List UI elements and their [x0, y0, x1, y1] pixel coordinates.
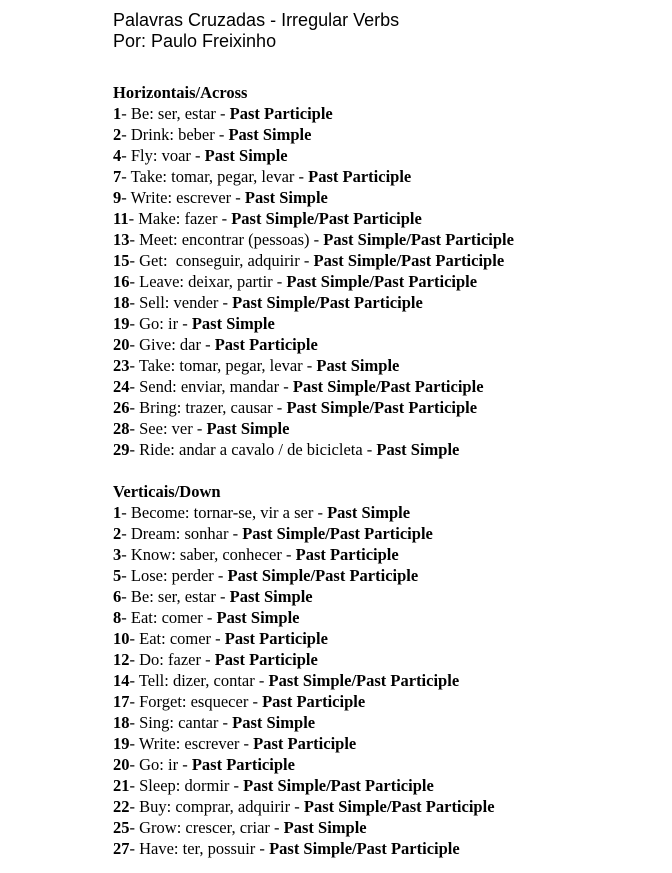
clue-text: - Take: tomar, pegar, levar - [129, 356, 317, 375]
clue-item [113, 418, 514, 439]
clue-text: - Fly: voar - [121, 146, 205, 165]
clue-number: 21 [113, 776, 130, 795]
clue-item [113, 439, 514, 460]
clue-item [113, 649, 495, 670]
clue-number: 2 [113, 524, 122, 543]
clue-text: - Dream: sonhar - [121, 524, 243, 543]
clue-verb-form: Past Simple [316, 356, 400, 375]
clue-item [113, 187, 514, 208]
clue-text: - Go: ir - [129, 755, 192, 774]
clue-verb-form: Past Simple/Past Participle [232, 293, 423, 312]
clue-number: 13 [113, 230, 130, 249]
clue-verb-form: Past Participle [262, 692, 366, 711]
clue-verb-form: Past Simple/Past Participle [268, 671, 460, 690]
clue-number: 3 [113, 545, 122, 564]
clue-item [113, 103, 514, 124]
clue-verb-form: Past Participle [253, 734, 357, 753]
down-heading: Verticais/Down [113, 482, 221, 501]
clue-text: - Send: enviar, mandar - [129, 377, 293, 396]
clue-item [113, 292, 514, 313]
clue-text: - Do: fazer - [129, 650, 215, 669]
clue-item [113, 229, 514, 250]
clue-verb-form: Past Simple/Past Participle [303, 797, 495, 816]
down-clue-list [113, 502, 495, 859]
clue-text: - Drink: beber - [121, 125, 229, 144]
across-clue-list [113, 103, 514, 460]
clue-verb-form: Past Simple [244, 188, 328, 207]
clue-item [113, 733, 495, 754]
down-section [113, 481, 495, 859]
clue-verb-form: Past Simple [283, 818, 367, 837]
clue-number: 20 [113, 335, 130, 354]
clue-text: - Take: tomar, pegar, levar - [121, 167, 309, 186]
clue-verb-form: Past Simple/Past Participle [227, 566, 419, 585]
clue-number: 24 [113, 377, 130, 396]
clue-item [113, 166, 514, 187]
clue-item [113, 124, 514, 145]
clue-number: 28 [113, 419, 130, 438]
clue-number: 19 [113, 734, 130, 753]
clue-verb-form: Past Simple/Past Participle [231, 209, 422, 228]
clue-text: - See: ver - [129, 419, 207, 438]
clue-item [113, 607, 495, 628]
clue-item [113, 754, 495, 775]
clue-verb-form: Past Simple/Past Participle [286, 272, 478, 291]
clue-number: 10 [113, 629, 130, 648]
clue-verb-form: Past Simple [327, 503, 411, 522]
clue-number: 1 [113, 503, 122, 522]
clue-verb-form: Past Simple/Past Participle [242, 524, 433, 543]
clue-number: 29 [113, 440, 130, 459]
clue-verb-form: Past Simple/Past Participle [243, 776, 434, 795]
clue-number: 12 [113, 650, 130, 669]
clue-item [113, 775, 495, 796]
clue-number: 9 [113, 188, 122, 207]
clue-item [113, 691, 495, 712]
clue-number: 14 [113, 671, 130, 690]
clue-text: - Buy: comprar, adquirir - [129, 797, 304, 816]
clue-item [113, 271, 514, 292]
clue-verb-form: Past Simple [228, 125, 312, 144]
clue-text: - Sleep: dormir - [129, 776, 244, 795]
clue-text: - Tell: dizer, contar - [129, 671, 269, 690]
clue-item [113, 796, 495, 817]
across-section [113, 82, 514, 460]
document-author: Por: Paulo Freixinho [113, 31, 277, 51]
clue-text: - Get: conseguir, adquirir - [129, 251, 314, 270]
clue-number: 27 [113, 839, 130, 858]
clue-number: 17 [113, 692, 130, 711]
clue-text: - Eat: comer - [121, 608, 217, 627]
clue-number: 18 [113, 713, 130, 732]
clue-number: 11 [113, 209, 129, 228]
clue-text: - Go: ir - [129, 314, 192, 333]
clue-item [113, 208, 514, 229]
clue-verb-form: Past Simple [376, 440, 460, 459]
clue-verb-form: Past Simple/Past Participle [292, 377, 484, 396]
clue-text: - Make: fazer - [128, 209, 232, 228]
clue-verb-form: Past Simple/Past Participle [313, 251, 505, 270]
clue-number: 23 [113, 356, 130, 375]
clue-text: - Sing: cantar - [129, 713, 233, 732]
clue-verb-form: Past Simple [206, 419, 290, 438]
clue-verb-form: Past Simple [229, 587, 313, 606]
clue-text: - Write: escrever - [129, 734, 254, 753]
clue-verb-form: Past Simple [232, 713, 316, 732]
clue-number: 18 [113, 293, 130, 312]
clue-item [113, 313, 514, 334]
clue-item [113, 523, 495, 544]
clue-item [113, 334, 514, 355]
clue-verb-form: Past Simple [191, 314, 275, 333]
clue-text: - Leave: deixar, partir - [129, 272, 287, 291]
clue-item [113, 250, 514, 271]
clue-item [113, 712, 495, 733]
clue-verb-form: Past Simple/Past Participle [323, 230, 514, 249]
clue-text: - Meet: encontrar (pessoas) - [129, 230, 324, 249]
clue-text: - Become: tornar-se, vir a ser - [121, 503, 328, 522]
clue-verb-form: Past Simple [216, 608, 300, 627]
clue-verb-form: Past Simple [204, 146, 288, 165]
clue-item [113, 838, 495, 859]
clue-number: 20 [113, 755, 130, 774]
clue-item [113, 817, 495, 838]
clue-number: 16 [113, 272, 130, 291]
clue-item [113, 544, 495, 565]
clue-number: 4 [113, 146, 122, 165]
clue-number: 6 [113, 587, 122, 606]
clue-text: - Give: dar - [129, 335, 215, 354]
clue-number: 5 [113, 566, 122, 585]
clue-item [113, 376, 514, 397]
clue-number: 1 [113, 104, 122, 123]
clue-text: - Bring: trazer, causar - [129, 398, 287, 417]
clue-text: - Write: escrever - [121, 188, 245, 207]
across-heading: Horizontais/Across [113, 83, 248, 102]
clue-number: 19 [113, 314, 130, 333]
clue-text: - Eat: comer - [129, 629, 225, 648]
document-header [113, 10, 399, 52]
clue-item [113, 397, 514, 418]
clue-verb-form: Past Participle [308, 167, 412, 186]
clue-verb-form: Past Participle [214, 335, 318, 354]
clue-number: 26 [113, 398, 130, 417]
clue-verb-form: Past Simple/Past Participle [269, 839, 460, 858]
clue-number: 22 [113, 797, 130, 816]
clue-number: 25 [113, 818, 130, 837]
clue-verb-form: Past Participle [295, 545, 399, 564]
clue-item [113, 586, 495, 607]
clue-item [113, 628, 495, 649]
clue-number: 15 [113, 251, 130, 270]
clue-item [113, 355, 514, 376]
clue-text: - Ride: andar a cavalo / de bicicleta - [129, 440, 377, 459]
clue-text: - Have: ter, possuir - [129, 839, 270, 858]
clue-verb-form: Past Participle [191, 755, 295, 774]
clue-verb-form: Past Participle [224, 629, 328, 648]
clue-text: - Know: saber, conhecer - [121, 545, 296, 564]
clue-item [113, 565, 495, 586]
clue-text: - Grow: crescer, criar - [129, 818, 284, 837]
clue-item [113, 502, 495, 523]
clue-item [113, 145, 514, 166]
clue-text: - Forget: esquecer - [129, 692, 263, 711]
clue-item [113, 670, 495, 691]
clue-number: 7 [113, 167, 122, 186]
clue-text: - Be: ser, estar - [121, 104, 230, 123]
clue-text: - Be: ser, estar - [121, 587, 230, 606]
clue-number: 8 [113, 608, 122, 627]
document-title: Palavras Cruzadas - Irregular Verbs [113, 10, 400, 30]
clue-number: 2 [113, 125, 122, 144]
clue-verb-form: Past Participle [214, 650, 318, 669]
clue-text: - Sell: vender - [129, 293, 233, 312]
clue-text: - Lose: perder - [121, 566, 228, 585]
clue-verb-form: Past Participle [229, 104, 333, 123]
clue-verb-form: Past Simple/Past Participle [286, 398, 478, 417]
